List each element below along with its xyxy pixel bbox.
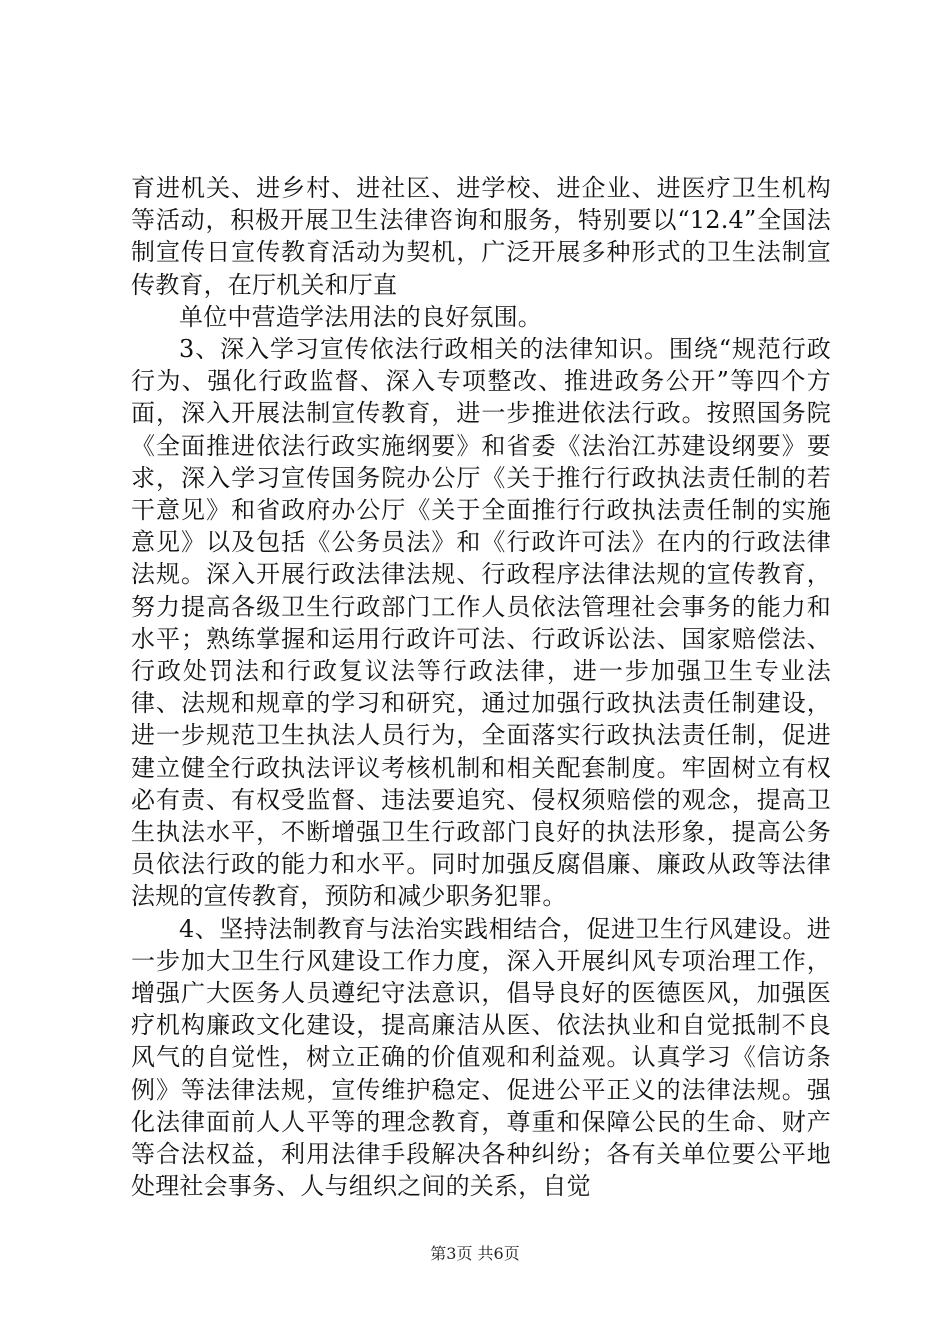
paragraph-item-3: 3、深入学习宣传依法行政相关的法律知识。围绕“规范行政行为、强化行政监督、深入专项整改、推进政务公开”等四个方面，深入开展法制宣传教育，进一步推进依法行政。按照国务院《全面推进依法行政实施纲要》和省委《法治江苏建设纲要》要求，深入学习宣传国务院办公厅《关于推行行政执法责任制的若干意见》和省政府办公厅《关于全面推行行政执法责任制的实施意见》以及包括《公务员法》和《行政许可法》在内的行政法律法规。深入开展行政法律法规、行政程序法律法规的宣传教育，努力提高各级卫生行政部门工作人员依法管理社会事务的能力和水平；熟练掌握和运用行政许可法、行政诉讼法、国家赔偿法、行政处罚法和行政复议法等行政法律，进一步加强卫生专业法律、法规和规章的学习和研究，通过加强行政执法责任制建设，进一步规范卫生执法人员行为，全面落实行政执法责任制，促进建立健全行政执法评议考核机制和相关配套制度。牢固树立有权必有责、有权受监督、违法要追究、侵权须赔偿的观念，提高卫生执法水平，不断增强卫生行政部门良好的执法形象，提高公务员依法行政的能力和水平。同时加强反腐倡廉、廉政从政等法律法规的宣传教育，预防和减少职务犯罪。 xyxy=(131,335,831,911)
paragraph-item-4: 4、坚持法制教育与法治实践相结合，促进卫生行风建设。进一步加大卫生行风建设工作力度，深入开展纠风专项治理工作，增强广大医务人员遵纪守法意识，倡导良好的医德医风，加强医疗机构廉政文化建设，提高廉洁从医、依法执业和自觉抵制不良风气的自觉性，树立正确的价值观和利益观。认真学习《信访条例》等法律法规，宣传维护稳定、促进公平正义的法律法规。强化法律面前人人平等的理念教育，尊重和保障公民的生命、财产等合法权益，利用法律手段解决各种纠纷；各有关单位要公平地处理社会事务、人与组织之间的关系，自觉 xyxy=(131,914,831,1201)
paragraph-continuation: 育进机关、进乡村、进社区、进学校、进企业、进医疗卫生机构等活动，积极开展卫生法律咨询和服务，特别要以“12.4”全国法制宣传日宣传教育活动为契机，广泛开展多种形式的卫生法制宣传教育，在厅机关和厅直 xyxy=(131,174,831,299)
document-body xyxy=(131,172,831,1203)
paragraph-unit-atmosphere: 单位中营造学法用法的良好氛围。 xyxy=(179,302,542,331)
page-footer: 第3页 共6页 xyxy=(430,1244,520,1263)
